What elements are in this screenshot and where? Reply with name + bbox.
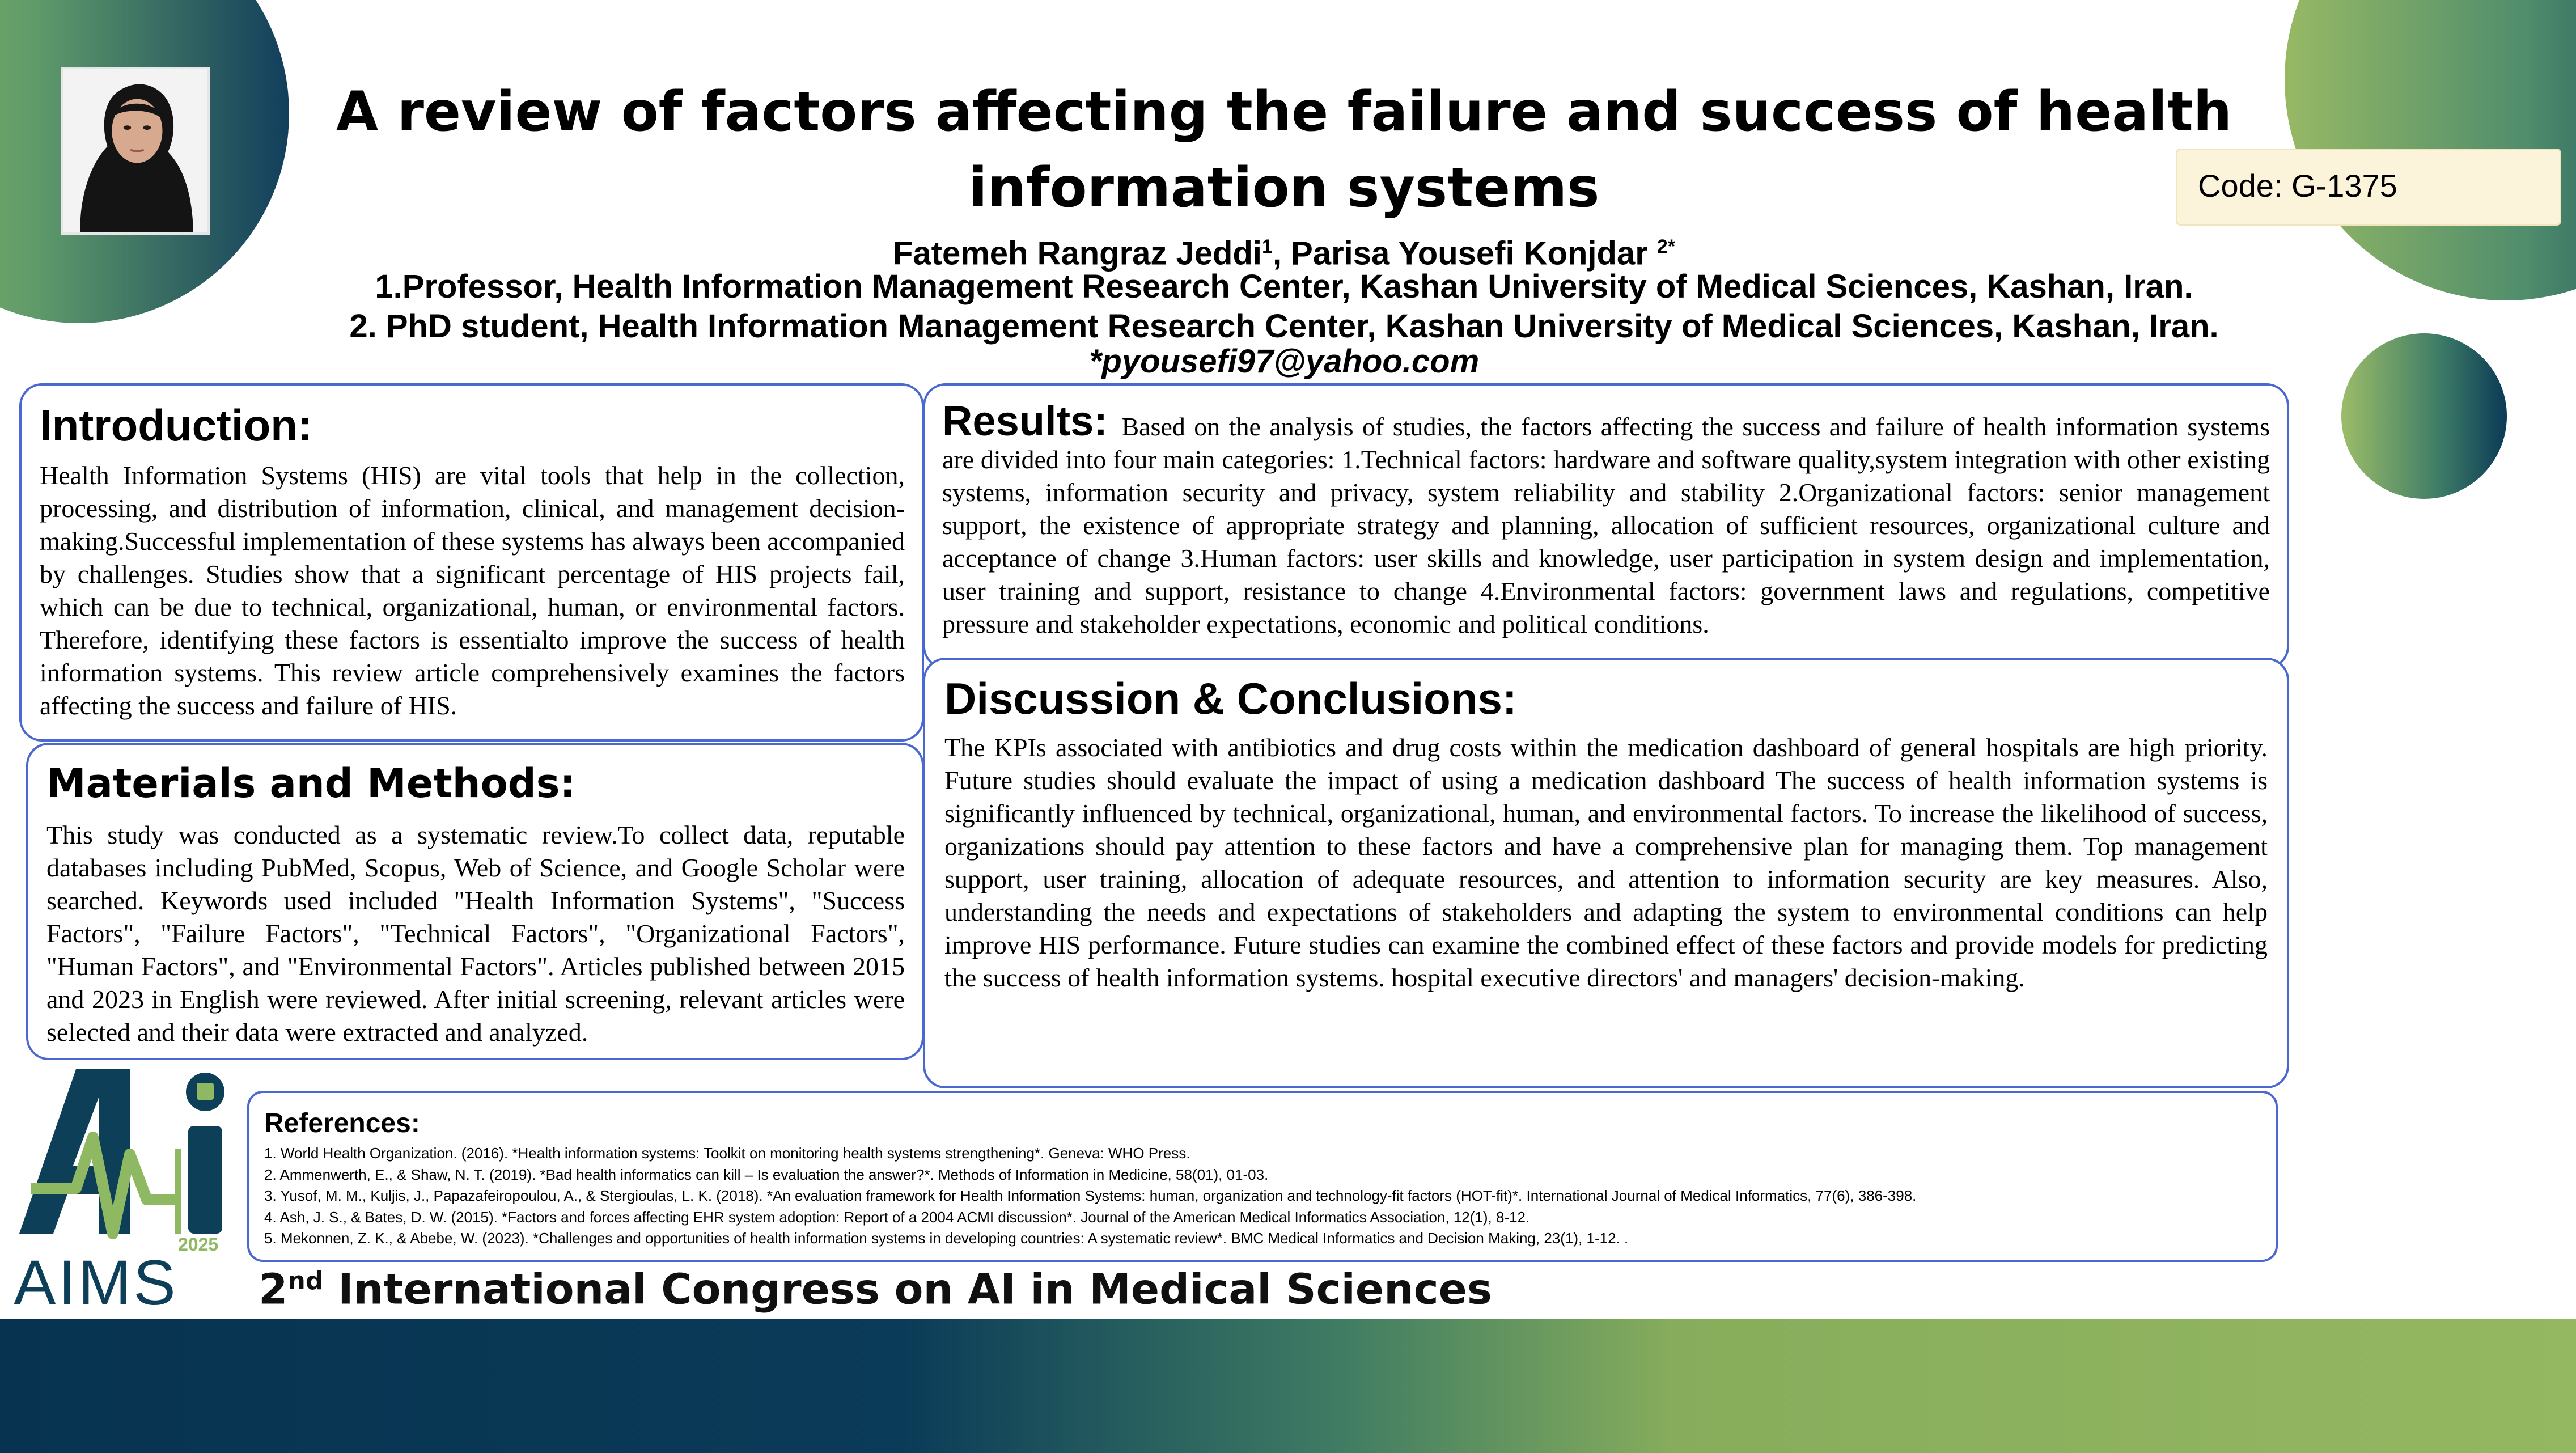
methods-section [26, 743, 924, 1060]
congress-ordinal: nd [287, 1266, 324, 1295]
author-name: Fatemeh Rangraz Jeddi [892, 235, 1262, 272]
discussion-text: The KPIs associated with antibiotics and drug costs within the medication dashboard of general hospitals are high priority. Future studies should evaluate the impact of using a medication dashboard The success of health information systems is significantly influenced by technical, organizational, human, and environmental factors. To increase the likelihood of success, organizations should pay attention to these factors and have a comprehensive plan for managing them. Top management support, user training, allocation of adequate resources, and attention to information security are key measures. Also, understanding the needs and expectations of stakeholders and adapting the system to environmental conditions can help improve HIS performance. Future studies can examine the combined effect of these factors and provide models for predicting the success of health information systems. hospital executive directors' and managers' decision-making. [944, 733, 2268, 992]
reference-item: 1. World Health Organization. (2016). *Health information systems: Toolkit on monitoring health systems strengthening*. Geneva: WHO Press. [264, 1145, 1190, 1162]
author-affiliation-mark: 1 [1262, 236, 1273, 257]
introduction-text: Health Information Systems (HIS) are vital tools that help in the collection, processing, and distribution of information, clinical, and management decision-making.Successful implementation of these systems has always been accompanied by challenges. Studies show that a significant percentage of HIS projects fail, which can be due to technical, organizational, human, or environmental factors. Therefore, identifying these factors is essentialto improve the success of health information systems. This review article comprehensively examines the factors affecting the success and failure of HIS. [40, 461, 905, 720]
contact-email[interactable]: *pyousefi97@yahoo.com [1088, 343, 1480, 380]
reference-item: 2. Ammenwerth, E., & Shaw, N. T. (2019). *Bad health informatics can kill – Is evaluation the answer?*. Methods of Information in Medicine, 58(01), 01-03. [264, 1166, 1269, 1183]
author-name: Parisa Yousefi Konjdar [1291, 235, 1657, 272]
poster-title: A review of factors affecting the failure and success of health information systems [336, 80, 2232, 219]
footer-band [0, 1319, 2576, 1453]
methods-heading: Materials and Methods: [46, 760, 576, 807]
congress-name: International Congress on AI in Medical Sciences [323, 1265, 1492, 1314]
introduction-heading: Introduction: [40, 400, 312, 450]
congress-title [259, 1253, 1492, 1318]
introduction-section [19, 383, 924, 742]
discussion-section [923, 658, 2289, 1088]
affiliation-2: 2. PhD student, Health Information Management Research Center, Kashan University of Medical Sciences, Kashan, Iran. [349, 308, 2219, 345]
results-heading: Results: [942, 397, 1122, 444]
results-text: Based on the analysis of studies, the factors affecting the success and failure of health information systems are divided into four main categories: 1.Technical factors: hardware and software quality,system integration with other existing systems, information security and privacy, system reliability and stability 2.Organizational factors: senior management support, the existence of appropriate strategy and planning, allocation of sufficient resources, organizational culture and acceptance of change 3.Human factors: user skills and knowledge, user participation in system design and implementation, user training and support, resistance to change 4.Environmental factors: government laws and regulations, competitive pressure and stakeholder expectations, economic and political conditions. [942, 412, 2270, 638]
results-section [923, 383, 2289, 669]
methods-text: This study was conducted as a systematic review.To collect data, reputable databases including PubMed, Scopus, Web of Science, and Google Scholar were searched. Keywords used included "Health Information Systems", "Success Factors", "Failure Factors", "Technical Factors", "Organizational Factors", "Human Factors", and "Environmental Factors". Articles published between 2015 and 2023 in English were reviewed. After initial screening, relevant articles were selected and their data were extracted and analyzed. [46, 820, 905, 1047]
logo-year: 2025 [178, 1234, 219, 1255]
reference-item: 3. Yusof, M. M., Kuljis, J., Papazafeiropoulou, A., & Stergioulas, L. K. (2018). *An evaluation framework for Health Information Systems: human, organization and technology-fit factors (HOT-fit)*. International Journal of Medical Informatics, 77(6), 386-398. [264, 1187, 1917, 1204]
references-section [247, 1091, 2278, 1262]
affiliation-1: 1.Professor, Health Information Management Research Center, Kashan University of Medical Sciences, Kashan, Iran. [375, 268, 2193, 305]
congress-number: 2 [259, 1265, 288, 1314]
author-photo [61, 67, 210, 235]
reference-item: 4. Ash, J. S., & Bates, D. W. (2015). *Factors and forces affecting EHR system adoption: Report of a 2004 ACMI discussion*. Journal of the American Medical Informatics Association, 12(1), 8-12. [264, 1208, 1530, 1226]
author-separator: , [1272, 235, 1291, 272]
references-heading: References: [264, 1108, 420, 1138]
decorative-circle-right [2341, 333, 2507, 499]
logo-text: AIMS [14, 1247, 178, 1313]
author-affiliation-mark: 2* [1656, 236, 1676, 257]
reference-item: 5. Mekonnen, Z. K., & Abebe, W. (2023). *Challenges and opportunities of health information systems in developing countries: A systematic review*. BMC Medical Informatics and Decision Making, 23(1), 1-12. . [264, 1230, 1629, 1247]
discussion-heading: Discussion & Conclusions: [944, 673, 1517, 723]
code-badge: Code: G-1375 [2176, 149, 2561, 226]
aims-logo [8, 1064, 235, 1313]
